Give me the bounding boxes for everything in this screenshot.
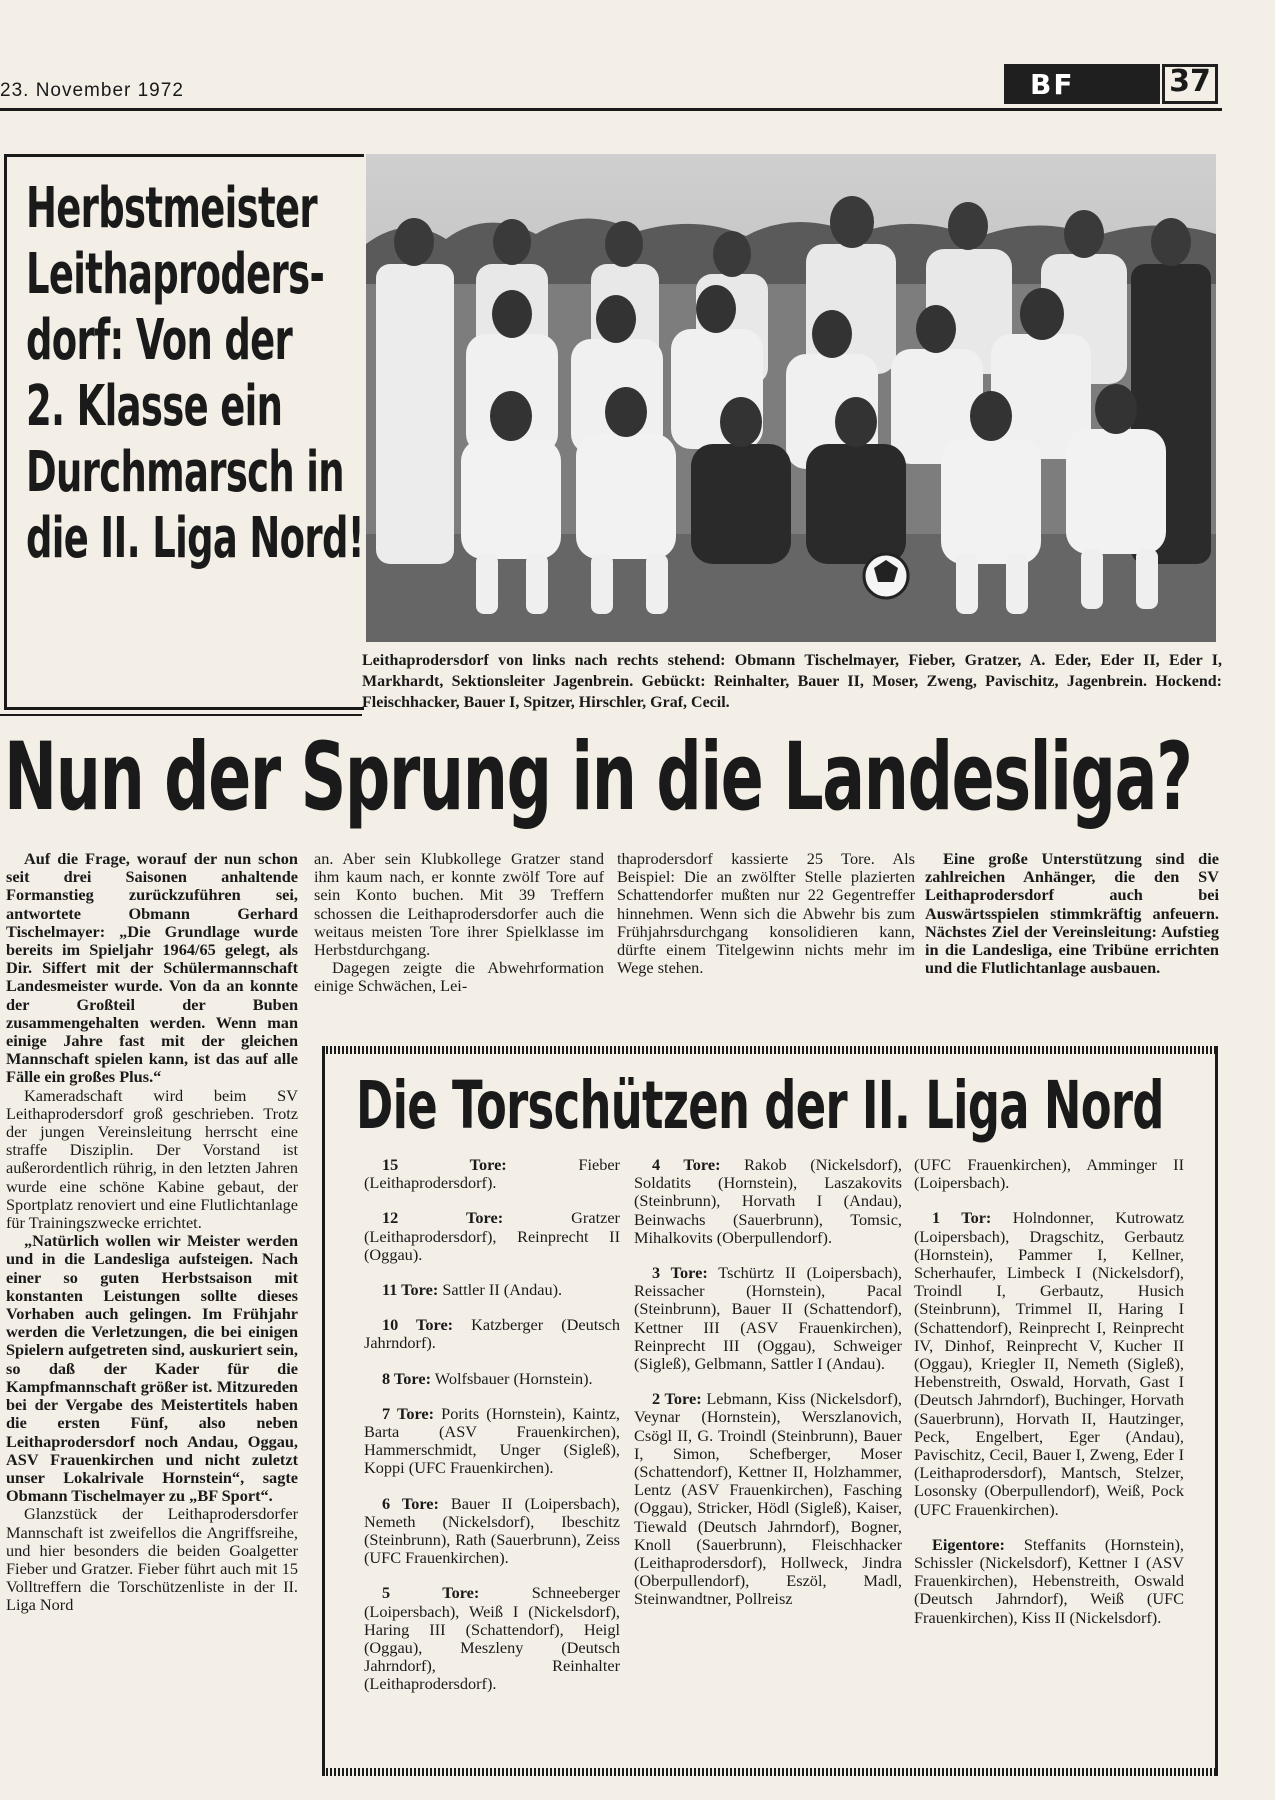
headline-line: dorf: Von der: [26, 308, 293, 373]
goal-count: 4 Tore:: [652, 1155, 721, 1174]
goal-count: 2 Tore:: [652, 1389, 702, 1409]
scorer-entry: [634, 1264, 902, 1373]
scorer-names: Lebmann, Kiss (Nickelsdorf), Veynar (Hornstein), Werszlanovich, Csögl II, G. Troindl (Steinbrunn), Bauer I, Simon, Schefberger, Moser (Schattendorf), Kettner II, Holzhammer, Lentz (ASV Frauenkirchen), Fasching (Oggau), Stricker, Hödl (Sigleß), Kaiser, Tiewald (Deutsch Jahrndorf), Bogner, Knoll (Sauerbrunn), Fleischhacker (Leithaprodersdorf), Hollweck, Jindra (Oberpullendorf), Eszöl, Madl, Steinwandtner, Pollreisz: [634, 1389, 902, 1609]
scorer-names: Gratzer (Leithaprodersdorf), Reinprecht II (Oggau).: [364, 1208, 620, 1264]
scorer-names: Tschürtz II (Loipersbach), Reissacher (Hornstein), Pacal (Steinbrunn), Bauer II (Schattendorf), Kettner III (ASV Frauenkirchen), Reinprecht III (Oggau), Schweiger (Sigleß), Gelbmann, Sattler I (Andau).: [634, 1263, 902, 1374]
scorer-entry: [364, 1281, 620, 1299]
article-paragraph: Kameradschaft wird beim SV Leithaprodersdorf groß geschrieben. Trotz der jungen Vereinsleitung herrscht eine straffe Disziplin. Der Vorstand ist außerordentlich rührig, in den letzten Jahren wurde eine schöne Kabine gebaut, der Sportplatz renoviert und eine Flutlichtanlage für Trainingszwecke errichtet.: [6, 1085, 298, 1233]
scorer-names: Wolfsbauer (Hornstein).: [434, 1368, 593, 1388]
article-paragraph: Auf die Frage, worauf der nun schon seit drei Saisonen anhaltende Formanstieg zurückzuführen sei, antwortete Obmann Gerhard Tischelmayer: „Die Grundlage wurde bereits im Spieljahr 1964/65 gelegt, als Dir. Siffert mit der Schülermannschaft Landesmeister wurde. Von da an konnte der Großteil der Buben zusammengehalten werden. Wenn man einige Jahre fast mit der gleichen Mannschaft spielen kann, ist das auf alle Fälle ein großes Plus.“: [6, 849, 298, 1087]
article-paragraph: thaprodersdorf kassierte 25 Tore. Als Beispiel: Die an zwölfter Stelle plazierten Schattendorfer mußten nur 22 Gegentreffer hinnehmen. Wenn sich die Abwehr bis zum Frühjahrsdurchgang konsolidieren kann, dürfte einem Titelgewinn nichts mehr im Wege stehen.: [617, 849, 915, 978]
article-paragraph: „Natürlich wollen wir Meister werden und in die Landesliga aufsteigen. Nach einer so guten Herbstsaison mit konstanten Leistungen sollte dieses Vorhaben auch gelingen. Im Frühjahr werden die Verletzungen, die bei einigen Spielern aufgetreten sind, auskuriert sein, so daß der Kader für die Kampfmannschaft größer ist. Mitzureden bei der Vergabe des Meistertitels haben die ersten Fünf, also neben Leithaprodersdorf noch Andau, Oggau, ASV Frauenkirchen und nicht zuletzt unser Lokalrivale Hornstein“, sagte Obmann Tischelmayer zu „BF Sport“.: [6, 1231, 298, 1506]
scorer-names: Porits (Hornstein), Kaintz, Barta (ASV Frauenkirchen), Hammerschmidt, Unger (Sigleß), Koppi (UFC Frauenkirchen).: [364, 1403, 620, 1478]
scorer-entry: [914, 1209, 1184, 1518]
scorer-entry: [364, 1405, 620, 1478]
goal-count: 10 Tore:: [382, 1315, 454, 1335]
article-column-4: [925, 850, 1219, 977]
scorer-entry: [914, 1536, 1184, 1627]
headline-line: Leithaproders-: [26, 242, 325, 307]
scorer-names: Holndonner, Kutrowatz (Loipersbach), Dragschitz, Gerbautz (Hornstein), Pammer I, Kellner, Scherhaufer, Limbeck I (Nickelsdorf), Troindl I, Gerbautz, Husich (Steinbrunn), Trimmel II, Haring I (Schattendorf), Reinprecht I, Reinprecht IV, Dinhof, Reinprecht V, Kucher II (Oggau), Kriegler II, Nemeth (Sigleß), Hebenstreith, Oswald, Horvath, Gast I (Deutsch Jahrndorf), Buchinger, Horvath (Sauerbrunn), Horvath II, Hautzinger, Peck, Engelbert, Eger (Andau), Pavischitz, Cecil, Bauer I, Zweng, Eder I (Leithaprodersdorf), Mantsch, Stelzer, Losonsky (Oberpullendorf), Weiß, Pock (UFC Frauenkirchen).: [914, 1208, 1184, 1519]
box-border-bottom: [322, 1768, 1218, 1776]
goal-count: 3 Tore:: [652, 1263, 708, 1283]
scorer-entry: [914, 1156, 1184, 1192]
scorer-entry: [364, 1584, 620, 1693]
scorer-names: Schneeberger (Loipersbach), Weiß I (Nickelsdorf), Haring III (Schattendorf), Heigl (Oggau), Meszleny (Deutsch Jahrndorf), Reinhalter (Leithaprodersdorf).: [364, 1583, 620, 1694]
goal-count: 5 Tore:: [382, 1583, 480, 1603]
caption-rule: [0, 714, 362, 716]
scorer-names: Sattler II (Andau).: [442, 1280, 563, 1300]
article-paragraph: Dagegen zeigte die Abwehrformation einige Schwächen, Lei-: [314, 958, 604, 996]
headline-line: die II. Liga Nord!: [26, 506, 364, 571]
header-rule: [0, 108, 1222, 111]
magazine-logo-box: [1004, 64, 1160, 104]
scorer-entry: [364, 1209, 620, 1264]
magazine-logo: BF: [1030, 68, 1075, 101]
page-number: 37: [1169, 64, 1211, 99]
scorers-column-3: [914, 1156, 1184, 1644]
box-border-right: [1215, 1046, 1218, 1776]
scorer-names: Bauer II (Loipersbach), Nemeth (Nickelsdorf), Ibeschitz (Steinbrunn), Rath (Sauerbrunn), Zeiss (UFC Frauenkirchen).: [364, 1493, 620, 1568]
team-photo: [366, 154, 1216, 642]
headline-line: Herbstmeister: [26, 176, 317, 241]
scorer-entry: [364, 1156, 620, 1192]
scorer-names: Katzberger (Deutsch Jahrndorf).: [364, 1315, 620, 1353]
headline: [26, 176, 366, 572]
scorer-entry: [364, 1316, 620, 1352]
scorer-entry: [634, 1390, 902, 1608]
scorer-names: Rakob (Nickelsdorf), Soldatits (Hornstein), Laszakovits (Steinbrunn), Horvath I (Andau), Beinwachs (Sauerbrunn), Tomsic, Mihalkovits (Oberpullendorf).: [634, 1155, 902, 1247]
article-column-1: [6, 850, 298, 1615]
article-paragraph: Glanzstück der Leithaprodersdorfer Mannschaft ist zweifellos die Angriffsreihe, und hier besonders die beiden Goalgetter Fieber und Gratzer. Fieber führt auch mit 15 Volltreffern die Torschützenliste in der II. Liga Nord: [6, 1504, 298, 1615]
main-title: Nun der Sprung in die Landesliga?: [4, 723, 1192, 832]
article-paragraph: an. Aber sein Klubkollege Gratzer stand ihm kaum nach, er konnte zwölf Tore auf sein Konto buchen. Mit 39 Treffern schossen die Leithaprodersdorfer auch die weitaus meisten Tore ihrer Spielklasse im Herbstdurchgang.: [314, 849, 604, 960]
goal-count: 8 Tore:: [382, 1368, 432, 1388]
scorer-names: Fieber (Leithaprodersdorf).: [364, 1155, 620, 1193]
goal-count: 12 Tore:: [382, 1208, 504, 1228]
box-border-top: [322, 1046, 1218, 1054]
photo-caption: Leithaprodersdorf von links nach rechts stehend: Obmann Tischelmayer, Fieber, Gratzer, A. Eder, Eder II, Eder I, Markhardt, Sektionsleiter Jagenbrein. Gebückt: Reinhalter, Bauer II, Moser, Zweng, Pavischitz, Jagenbrein. Hockend: Fleischhacker, Bauer I, Spitzer, Hirschler, Graf, Cecil.: [362, 652, 1222, 711]
scorer-names: Steffanits (Hornstein), Schissler (Nickelsdorf), Kettner I (ASV Frauenkirchen), Hebenstreith, Oswald (Deutsch Jahrndorf), Weiß (UFC Frauenkirchen), Kiss II (Nickelsdorf).: [914, 1534, 1184, 1627]
goal-count: Eigentore:: [932, 1534, 1005, 1554]
article-paragraph: Eine große Unterstützung sind die zahlreichen Anhänger, die den SV Leithaprodersdorf auch bei Auswärtsspielen stimmkräftig anfeuern. Nächstes Ziel der Vereinsleitung: Aufstieg in die Landesliga, eine Tribüne errichten und die Flutlichtanlage ausbauen.: [925, 849, 1219, 978]
scorers-title: Die Torschützen der II. Liga Nord: [356, 1067, 1164, 1144]
headline-line: Durchmarsch in: [26, 440, 344, 505]
scorer-entry: [364, 1495, 620, 1568]
scorer-entry: [364, 1370, 620, 1388]
goal-count: 11 Tore:: [382, 1280, 439, 1300]
team-photo-image: [366, 154, 1216, 642]
scorer-entry: [634, 1156, 902, 1247]
headline-line: 2. Klasse ein: [26, 374, 283, 439]
box-border-left: [322, 1046, 325, 1776]
article-column-2: [314, 850, 604, 996]
goal-count: 6 Tore:: [382, 1493, 439, 1513]
article-column-3: [617, 850, 915, 977]
goal-count: 7 Tore:: [382, 1403, 435, 1423]
scorers-column-1: [364, 1156, 620, 1711]
goal-count: 15 Tore:: [382, 1155, 507, 1174]
goal-count: 1 Tor:: [932, 1208, 992, 1228]
scorer-names: (UFC Frauenkirchen), Amminger II (Loipersbach).: [914, 1155, 1184, 1193]
issue-date: 23. November 1972: [0, 80, 184, 101]
scorers-column-2: [634, 1156, 902, 1626]
